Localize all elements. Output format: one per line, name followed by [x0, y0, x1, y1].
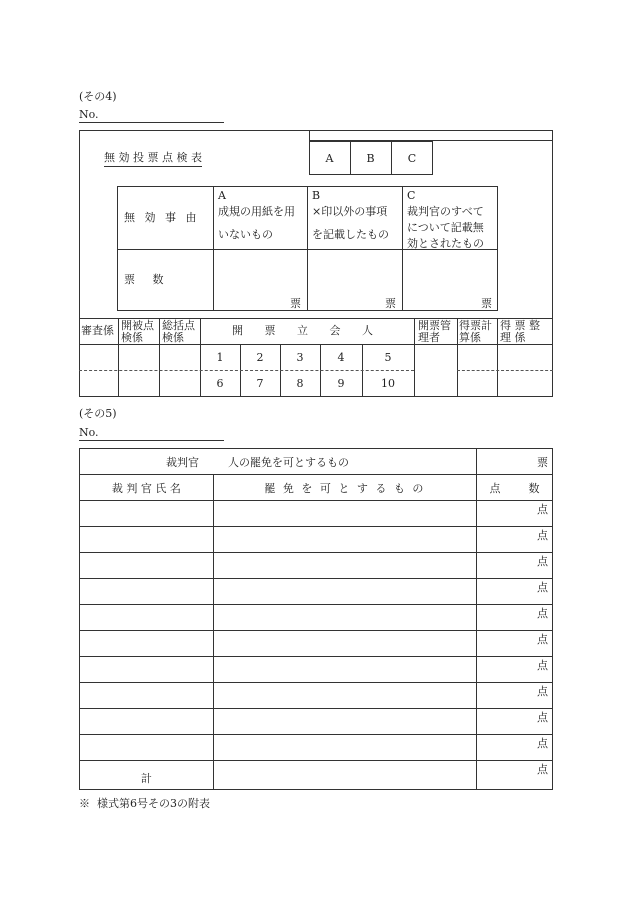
table-row [80, 735, 553, 761]
dismiss-cell[interactable] [213, 527, 476, 553]
abc-label-b: B [366, 152, 375, 165]
table-row [80, 709, 553, 735]
abc-label-c: C [407, 152, 417, 165]
abc-label-a: A [325, 152, 334, 165]
role-souka-2: 検係 [162, 331, 184, 344]
section5-label: (その5) [79, 407, 117, 420]
points-cell[interactable]: 点 [477, 527, 553, 553]
reason-c-line3: 効とされたもの [407, 237, 484, 250]
col-points: 点 数 [477, 475, 553, 501]
header-vote-unit: 票 [477, 449, 553, 475]
role-keisan-2: 算係 [459, 331, 481, 344]
footnote: ※ 様式第6号その3の附表 [79, 797, 210, 810]
role-kanri-1: 開票管 [418, 319, 451, 332]
table-row [80, 657, 553, 683]
table-title: 無 効 投 票 点 検 表 [104, 152, 202, 167]
table-row [80, 527, 553, 553]
reason-b-line2: を記載したもの [312, 228, 389, 241]
points-cell[interactable]: 点 [477, 709, 553, 735]
table-header-row [80, 449, 553, 475]
witness-number: 2 [256, 351, 264, 364]
role-souka-1: 総括点 [162, 319, 195, 332]
reason-c-line2: について記載無 [407, 221, 484, 234]
points-cell[interactable]: 点 [477, 631, 553, 657]
witness-number: 5 [384, 351, 392, 364]
table-row [80, 631, 553, 657]
judge-name-cell[interactable] [80, 709, 214, 735]
table-row [80, 501, 553, 527]
section5-number-field[interactable]: No. [79, 427, 224, 441]
table-row [80, 605, 553, 631]
points-cell[interactable]: 点 [477, 579, 553, 605]
points-cell[interactable]: 点 [477, 553, 553, 579]
reason-a-line2: いないもの [218, 228, 273, 241]
col-dismiss: 罷 免 を 可 と す る も の [213, 475, 476, 501]
witness-number: 7 [256, 377, 264, 390]
reason-c-letter: C [407, 189, 416, 202]
dismiss-cell[interactable] [213, 501, 476, 527]
dismiss-cell[interactable] [213, 605, 476, 631]
dismissal-tally-table [79, 448, 553, 790]
dismiss-cell[interactable] [213, 657, 476, 683]
witness-number: 8 [296, 377, 304, 390]
reason-b-line1: ×印以外の事項 [312, 205, 388, 218]
dismiss-cell[interactable] [213, 579, 476, 605]
judge-name-cell[interactable] [80, 501, 214, 527]
judge-name-cell[interactable] [80, 527, 214, 553]
table-row [80, 683, 553, 709]
role-keisan-1: 得票計 [459, 319, 492, 332]
judge-name-cell[interactable] [80, 579, 214, 605]
role-kaihi-2: 検係 [121, 331, 143, 344]
role-kanri-2: 理者 [418, 331, 440, 344]
vote-unit-a: 票 [290, 297, 301, 310]
dismiss-cell[interactable] [213, 553, 476, 579]
header-text: 人の罷免を可とするもの [228, 455, 349, 469]
dismiss-cell[interactable] [213, 709, 476, 735]
reason-b-letter: B [312, 189, 321, 202]
role-seiri-1: 得 票 整 [500, 319, 540, 332]
reason-a-letter: A [218, 189, 226, 202]
section4-number-field[interactable]: No. [79, 109, 224, 123]
column-header-row [80, 475, 553, 501]
witness-number: 1 [216, 351, 224, 364]
total-label: 計 [80, 761, 214, 790]
role-tachiai: 開 票 立 会 人 [232, 324, 382, 337]
witness-number: 4 [337, 351, 345, 364]
witness-number: 3 [296, 351, 304, 364]
vote-unit-b: 票 [385, 297, 396, 310]
reason-a-line1: 成規の用紙を用 [218, 205, 295, 218]
judge-name-cell[interactable] [80, 735, 214, 761]
table-row [80, 553, 553, 579]
role-shinsa: 審査係 [81, 324, 114, 337]
judge-name-cell[interactable] [80, 553, 214, 579]
total-row [80, 761, 553, 790]
table-row [80, 579, 553, 605]
header-judge: 裁判官 [166, 455, 199, 469]
col-judge-name: 裁 判 官 氏 名 [80, 475, 214, 501]
judge-name-cell[interactable] [80, 683, 214, 709]
witness-number: 9 [337, 377, 345, 390]
reason-c-line1: 裁判官のすべて [407, 205, 484, 218]
points-cell[interactable]: 点 [477, 501, 553, 527]
witness-number: 6 [216, 377, 224, 390]
section4-label: (その4) [79, 90, 117, 103]
dismiss-cell[interactable] [213, 735, 476, 761]
points-cell[interactable]: 点 [477, 657, 553, 683]
points-cell[interactable]: 点 [477, 735, 553, 761]
dismiss-cell[interactable] [213, 631, 476, 657]
total-points-cell[interactable]: 点 [477, 761, 553, 790]
count-header: 票 数 [124, 273, 164, 286]
judge-name-cell[interactable] [80, 657, 214, 683]
judge-name-cell[interactable] [80, 605, 214, 631]
role-seiri-2: 理 係 [500, 331, 526, 344]
reason-header: 無 効 事 由 [124, 211, 200, 224]
dismiss-cell[interactable] [213, 761, 476, 790]
role-kaihi-1: 開被点 [121, 319, 154, 332]
points-cell[interactable]: 点 [477, 683, 553, 709]
judge-name-cell[interactable] [80, 631, 214, 657]
vote-unit-c: 票 [481, 297, 492, 310]
witness-number: 10 [381, 377, 395, 390]
dismiss-cell[interactable] [213, 683, 476, 709]
points-cell[interactable]: 点 [477, 605, 553, 631]
